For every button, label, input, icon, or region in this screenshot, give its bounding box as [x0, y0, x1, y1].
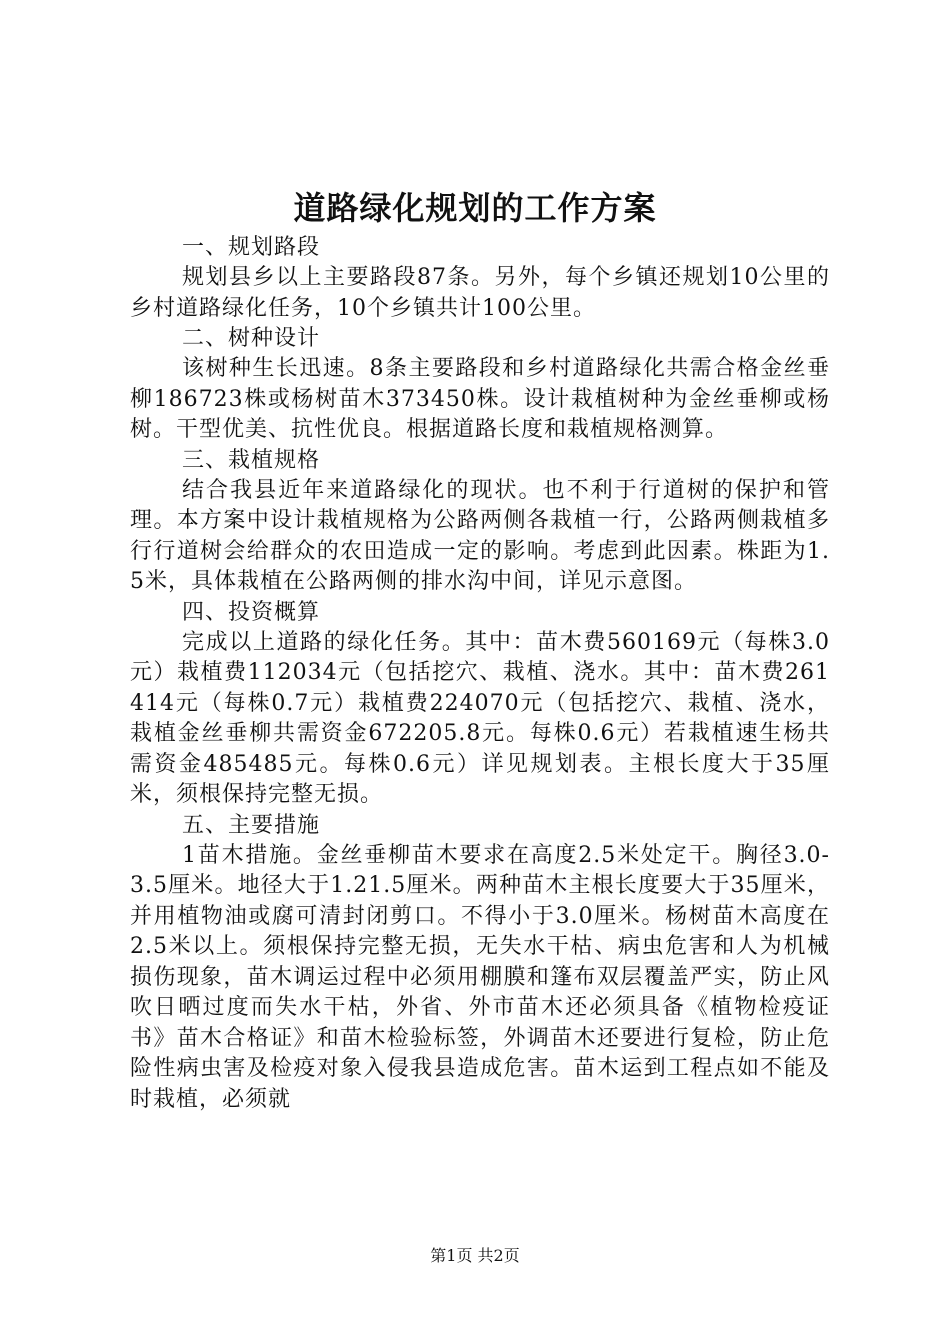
section-tree-species	[130, 324, 830, 446]
section-heading: 四、投资概算	[182, 599, 321, 625]
section-heading: 一、规划路段	[182, 235, 321, 260]
section-paragraph: 完成以上道路的绿化任务。其中：苗木费560169元（每株3.0元）栽植费112034元（包括挖穴、栽植、浇水。其中：苗木费261414元（每株0.7元）栽植费224070元（包括挖穴、栽植、浇水，栽植金丝垂柳共需资金672205.8元。每株0.6元）若栽植速生杨共需资金485485元。每株0.6元）详见规划表。主根长度大于35厘米，须根保持完整无损。	[130, 629, 830, 807]
section-heading: 五、主要措施	[182, 812, 321, 838]
section-planting-spec	[130, 446, 830, 598]
section-planning-routes	[130, 233, 830, 324]
document-title: 道路绿化规划的工作方案	[293, 189, 657, 227]
section-paragraph: 该树种生长迅速。8条主要路段和乡村道路绿化共需合格金丝垂柳186723株或杨树苗木373450株。设计栽植树种为金丝垂柳或杨树。干型优美、抗性优良。根据道路长度和栽植规格测算。	[130, 356, 830, 442]
section-paragraph: 规划县乡以上主要路段87条。另外，每个乡镇还规划10公里的乡村道路绿化任务，10个乡镇共计100公里。	[130, 265, 830, 321]
section-paragraph: 结合我县近年来道路绿化的现状。也不利于行道树的保护和管理。本方案中设计栽植规格为公路两侧各栽植一行，公路两侧栽植多行行道树会给群众的农田造成一定的影响。考虑到此因素。株距为1.5米，具体栽植在公路两侧的排水沟中间，详见示意图。	[130, 477, 830, 594]
page-footer: 第1页 共2页	[430, 1246, 520, 1265]
section-paragraph: 1苗木措施。金丝垂柳苗木要求在高度2.5米处定干。胸径3.0-3.5厘米。地径大于1.21.5厘米。两种苗木主根长度要大于35厘米，并用植物油或腐可清封闭剪口。不得小于3.0厘米。杨树苗木高度在2.5米以上。须根保持完整无损，无失水干枯、病虫危害和人为机械损伤现象，苗木调运过程中必须用棚膜和篷布双层覆盖严实，防止风吹日晒过度而失水干枯，外省、外市苗木还必须具备《植物检疫证书》苗木合格证》和苗木检验标签，外调苗木还要进行复检，防止危险性病虫害及检疫对象入侵我县造成危害。苗木运到工程点如不能及时栽植，必须就	[130, 842, 830, 1112]
section-investment-estimate	[130, 598, 830, 811]
section-main-measures	[130, 811, 830, 1116]
section-heading: 三、栽植规格	[182, 447, 321, 473]
section-heading: 二、树种设计	[182, 326, 321, 351]
document-body	[130, 233, 830, 1115]
